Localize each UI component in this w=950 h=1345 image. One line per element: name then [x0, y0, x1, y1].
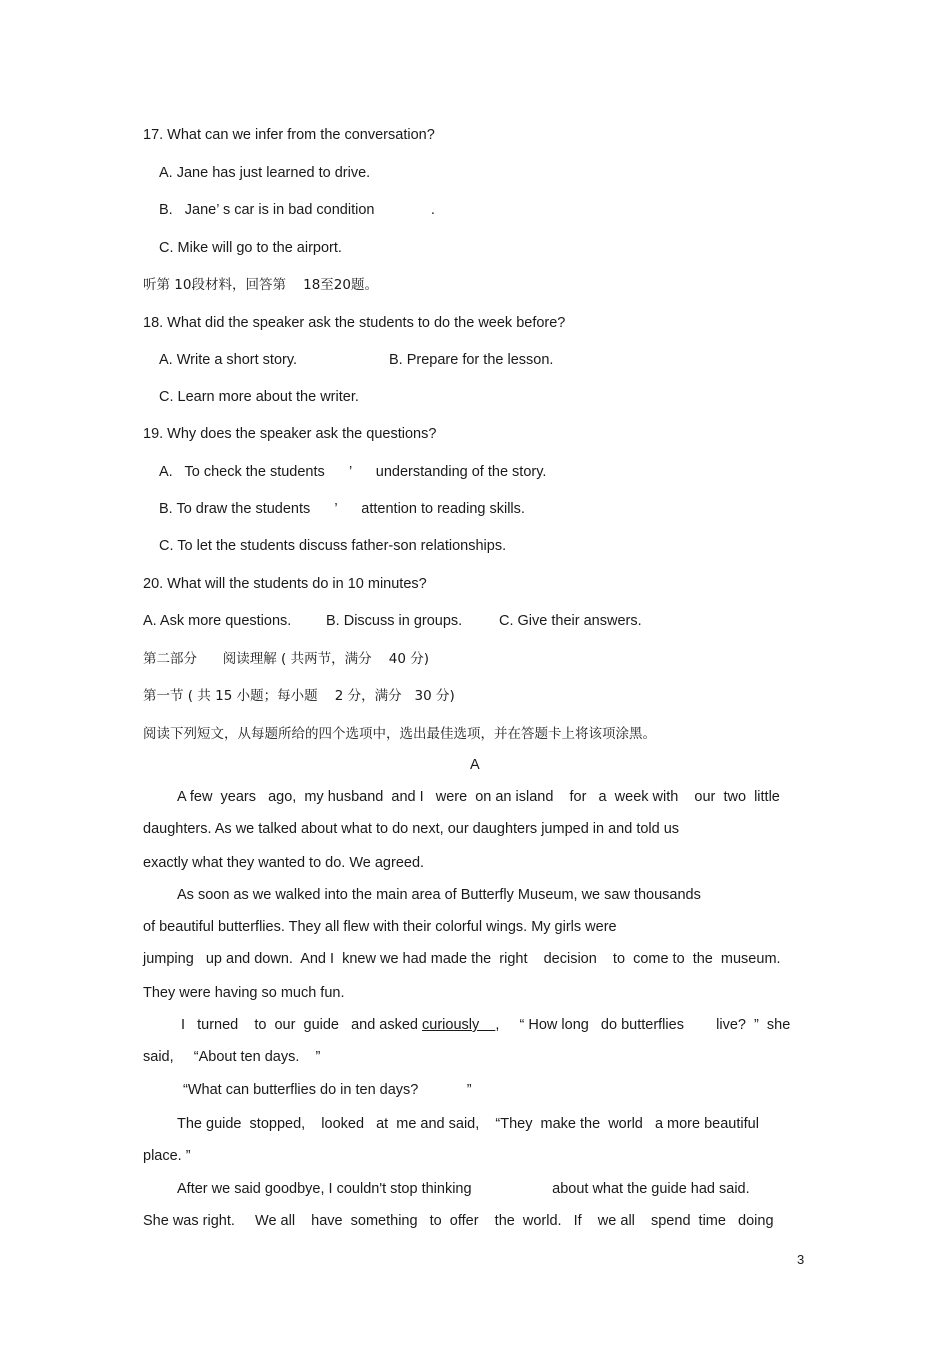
passage-line: jumping up and down. And I knew we had made the right decision to come to the museum. [143, 951, 781, 967]
passage-line: The guide stopped, looked at me and said, “They make the world a more beautiful [177, 1116, 759, 1132]
passage-line: said, “About ten days. ” [143, 1049, 321, 1065]
q19-option-c: C. To let the students discuss father-son relationships. [159, 538, 507, 554]
q17-option-b: B. Jane’ s car is in bad condition . [159, 202, 435, 218]
page-number: 3 [797, 1252, 805, 1267]
guide-line-before: I turned to our guide and asked [181, 1017, 423, 1033]
q19-option-b: B. To draw the students ’ attention to reading skills. [159, 501, 525, 517]
q18-question: 18. What did the speaker ask the students to do the week before? [143, 315, 566, 331]
passage-line: place. ” [143, 1148, 191, 1164]
passage-line-guide [181, 1016, 790, 1034]
reading-instruction: 阅读下列短文，从每题所给的四个选项中，选出最佳选项，并在答题卡上将该项涂黑。 [143, 726, 656, 742]
passage-line: exactly what they wanted to do. We agreed. [143, 855, 425, 871]
passage-line: “What can butterflies do in ten days? ” [183, 1082, 472, 1098]
part2-heading: 第二部分 阅读理解 ( 共两节，满分 40 分) [143, 651, 429, 667]
q18-option-c: C. Learn more about the writer. [159, 389, 359, 405]
q17-option-c: C. Mike will go to the airport. [159, 240, 342, 256]
passage-line: of beautiful butterflies. They all flew with their colorful wings. My girls were [143, 919, 617, 935]
section1-heading: 第一节 ( 共 15 小题；每小题 2 分，满分 30 分) [143, 688, 455, 704]
guide-line-after: , “ How long do butterflies live? ” she [495, 1017, 791, 1033]
passage-line: After we said goodbye, I couldn't stop thinking about what the guide had said. [177, 1181, 750, 1197]
q20-option-c: C. Give their answers. [499, 613, 642, 629]
q19-option-a: A. To check the students ’ understanding of the story. [159, 464, 547, 480]
passage-line: They were having so much fun. [143, 985, 345, 1001]
passage-label: A [470, 757, 480, 773]
q18-option-a: A. Write a short story. [159, 352, 298, 368]
q20-option-b: B. Discuss in groups. [326, 613, 463, 629]
q19-question: 19. Why does the speaker ask the questions? [143, 426, 437, 442]
passage-line: daughters. As we talked about what to do next, our daughters jumped in and told us [143, 821, 680, 837]
passage-line: A few years ago, my husband and I were on an island for a week with our two little [177, 789, 780, 805]
passage-line: She was right. We all have something to offer the world. If we all spend time doing [143, 1213, 774, 1229]
q20-question: 20. What will the students do in 10 minutes? [143, 576, 427, 592]
q20-option-a: A. Ask more questions. [143, 613, 292, 629]
passage-line: As soon as we walked into the main area of Butterfly Museum, we saw thousands [177, 887, 701, 903]
underlined-answer-word: curiously [422, 1017, 496, 1033]
section10-instruction: 听第 10段材料，回答第 18至20题。 [143, 277, 378, 293]
q18-option-b: B. Prepare for the lesson. [389, 352, 554, 368]
q17-option-a: A. Jane has just learned to drive. [159, 165, 371, 181]
q17-question: 17. What can we infer from the conversation? [143, 127, 435, 143]
